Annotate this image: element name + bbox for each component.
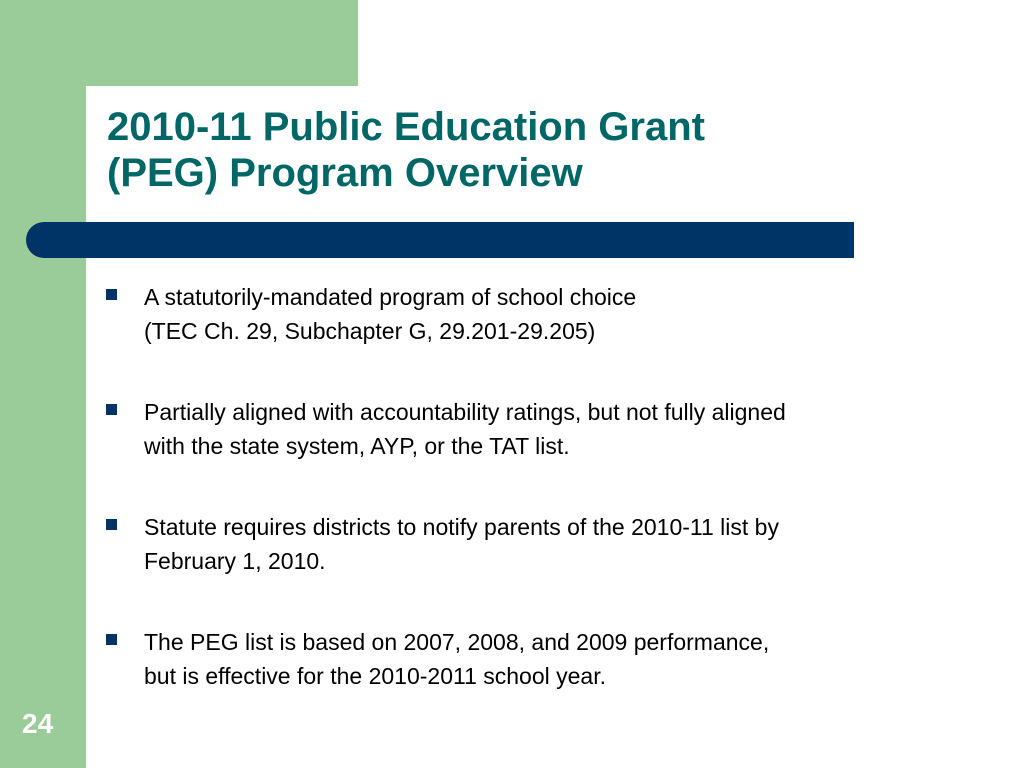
bullet-item <box>106 280 966 348</box>
bullet-text: (TEC Ch. 29, Subchapter G, 29.201-29.205) <box>144 318 596 344</box>
bullet-item <box>106 510 966 578</box>
title-divider-bar <box>26 222 854 258</box>
bullet-text: February 1, 2010. <box>144 548 326 574</box>
bullet-list <box>106 280 966 740</box>
square-bullet-icon <box>106 634 117 645</box>
bullet-text: but is effective for the 2010-2011 school year. <box>144 663 606 689</box>
slide-title <box>107 104 987 196</box>
square-bullet-icon <box>106 404 117 415</box>
bullet-text: A statutorily-mandated program of school choice <box>144 284 637 310</box>
slide-number: 24 <box>22 708 54 739</box>
bullet-item <box>106 625 966 693</box>
square-bullet-icon <box>106 289 117 300</box>
slide-title-line-2: (PEG) Program Overview <box>107 151 583 195</box>
bullet-text: Statute requires districts to notify parents of the 2010-11 list by <box>144 514 779 540</box>
bullet-text: Partially aligned with accountability ratings, but not fully aligned <box>144 399 786 425</box>
slide-title-line-1: 2010-11 Public Education Grant <box>107 105 705 149</box>
green-side-band <box>0 0 86 768</box>
square-bullet-icon <box>106 519 117 530</box>
bullet-item <box>106 395 966 463</box>
bullet-text: with the state system, AYP, or the TAT list. <box>144 433 570 459</box>
bullet-text: The PEG list is based on 2007, 2008, and 2009 performance, <box>144 629 770 655</box>
green-top-band <box>0 0 358 86</box>
